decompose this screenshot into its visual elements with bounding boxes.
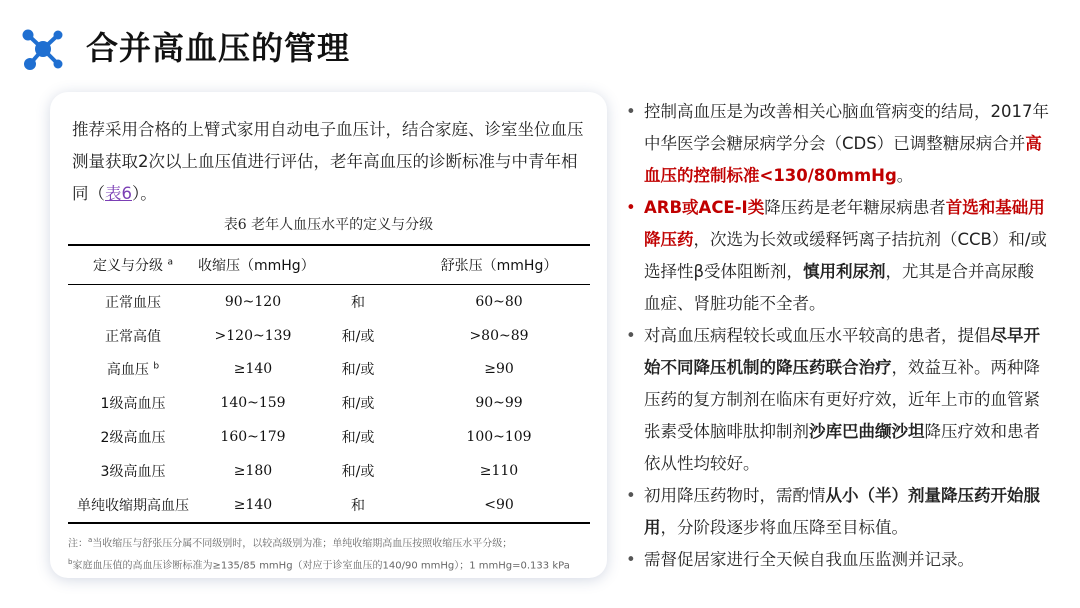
list-item: • 初用降压药物时，需酌情从小（半）剂量降压药开始服用，分阶段逐步将血压降至目标值。 [622,480,1050,544]
bullet-dot-icon: • [626,326,636,345]
intro-text-end: ）。 [132,184,157,203]
cell-level: 正常高值 [105,328,161,345]
footnote-line-2: $^b$家庭血压值的高血压诊断标准为≥135/85 mmHg（对应于诊室血压的140/90 mmHg）；1 mmHg=0.133 kPa [68,558,570,572]
footnote-line-1: 注：$^a$当收缩压与舒张压分属不同级别时，以较高级别为准；单纯收缩期高血压按照收缩压水平分级； [68,536,513,550]
bp-classification-table [68,244,590,524]
table-row [68,454,590,488]
cell-diastolic: ≥90 [484,361,514,378]
cell-diastolic: ≥110 [479,462,519,479]
list-item: • 需督促居家进行全天候自我血压监测并记录。 [622,544,1050,576]
header-conj [308,245,408,285]
table-row [68,420,590,454]
table-row [68,285,590,319]
table-caption: 表6 老年人血压水平的定义与分级 [223,217,434,233]
cell-conj: 和/或 [341,396,375,413]
intro-paragraph [72,114,592,210]
intro-text: 推荐采用合格的上臂式家用自动电子血压计，结合家庭、诊室坐位血压测量获取2次以上血压值进行评估，老年高血压的诊断标准与中青年相同（ [72,120,584,203]
cell-systolic: ≥180 [233,462,273,479]
cell-diastolic: 60~80 [475,293,523,310]
cell-level: 3级高血压 [100,463,166,480]
cell-diastolic: 100~109 [466,429,532,446]
key-points-list [622,96,1050,576]
bullet-dot-icon: • [626,550,636,569]
header-level: 定义与分级 $^a$ [93,257,173,274]
header-diastolic: 舒张压（mmHg） [440,258,558,274]
list-item: • 控制高血压是为改善相关心脑血管病变的结局，2017年中华医学会糖尿病学分会（CDS）已调整糖尿病合并高血压的控制标准<130/80mmHg。 [622,96,1050,192]
table-row [68,488,590,523]
cell-diastolic: 90~99 [475,395,523,412]
bullet-dot-icon: • [626,486,636,505]
bullet-dot-icon: • [626,198,636,217]
cell-conj: 和/或 [341,463,375,480]
cell-conj: 和/或 [341,328,375,345]
cell-systolic: >120~139 [214,327,292,344]
cell-systolic: 160~179 [220,429,286,446]
cell-conj: 和 [351,294,365,311]
cell-diastolic: >80~89 [469,327,529,344]
table-reference-link[interactable]: 表6 [105,184,132,203]
header-systolic: 收缩压（mmHg） [198,258,315,274]
cell-conj: 和/或 [341,362,375,379]
molecule-logo-icon [18,24,68,74]
bullet-dot-icon: • [626,102,636,121]
page-title: 合并高血压的管理 [86,29,351,67]
cell-conj: 和 [351,497,365,514]
cell-level: 2级高血压 [100,430,166,447]
cell-level: 1级高血压 [100,396,166,413]
cell-diastolic: <90 [484,496,514,513]
cell-systolic: ≥140 [233,361,273,378]
list-item: • 对高血压病程较长或血压水平较高的患者，提倡尽早开始不同降压机制的降压药联合治疗，效益互补。两种降压药的复方制剂在临床有更好疗效，近年上市的血管紧张素受体脑啡肽抑制剂沙库巴曲缬沙坦降压疗效和患者依从性均较好。 [622,320,1050,480]
table-row [68,386,590,420]
table-header-row [68,245,590,285]
cell-level: 正常血压 [105,294,161,311]
table-row [68,353,590,387]
list-item: • ARB或ACE-I类降压药是老年糖尿病患者首选和基础用降压药，次选为长效或缓释钙离子拮抗剂（CCB）和/或选择性β受体阻断剂，慎用利尿剂，尤其是合并高尿酸血症、肾脏功能不全者。 [622,192,1050,320]
table-row [68,319,590,353]
table-footnote [68,531,598,576]
cell-systolic: 90~120 [224,293,282,310]
cell-conj: 和/或 [341,430,375,447]
cell-level: 高血压 $^b$ [106,361,160,379]
cell-level: 单纯收缩期高血压 [77,497,189,514]
cell-systolic: ≥140 [233,496,273,513]
cell-systolic: 140~159 [220,395,286,412]
